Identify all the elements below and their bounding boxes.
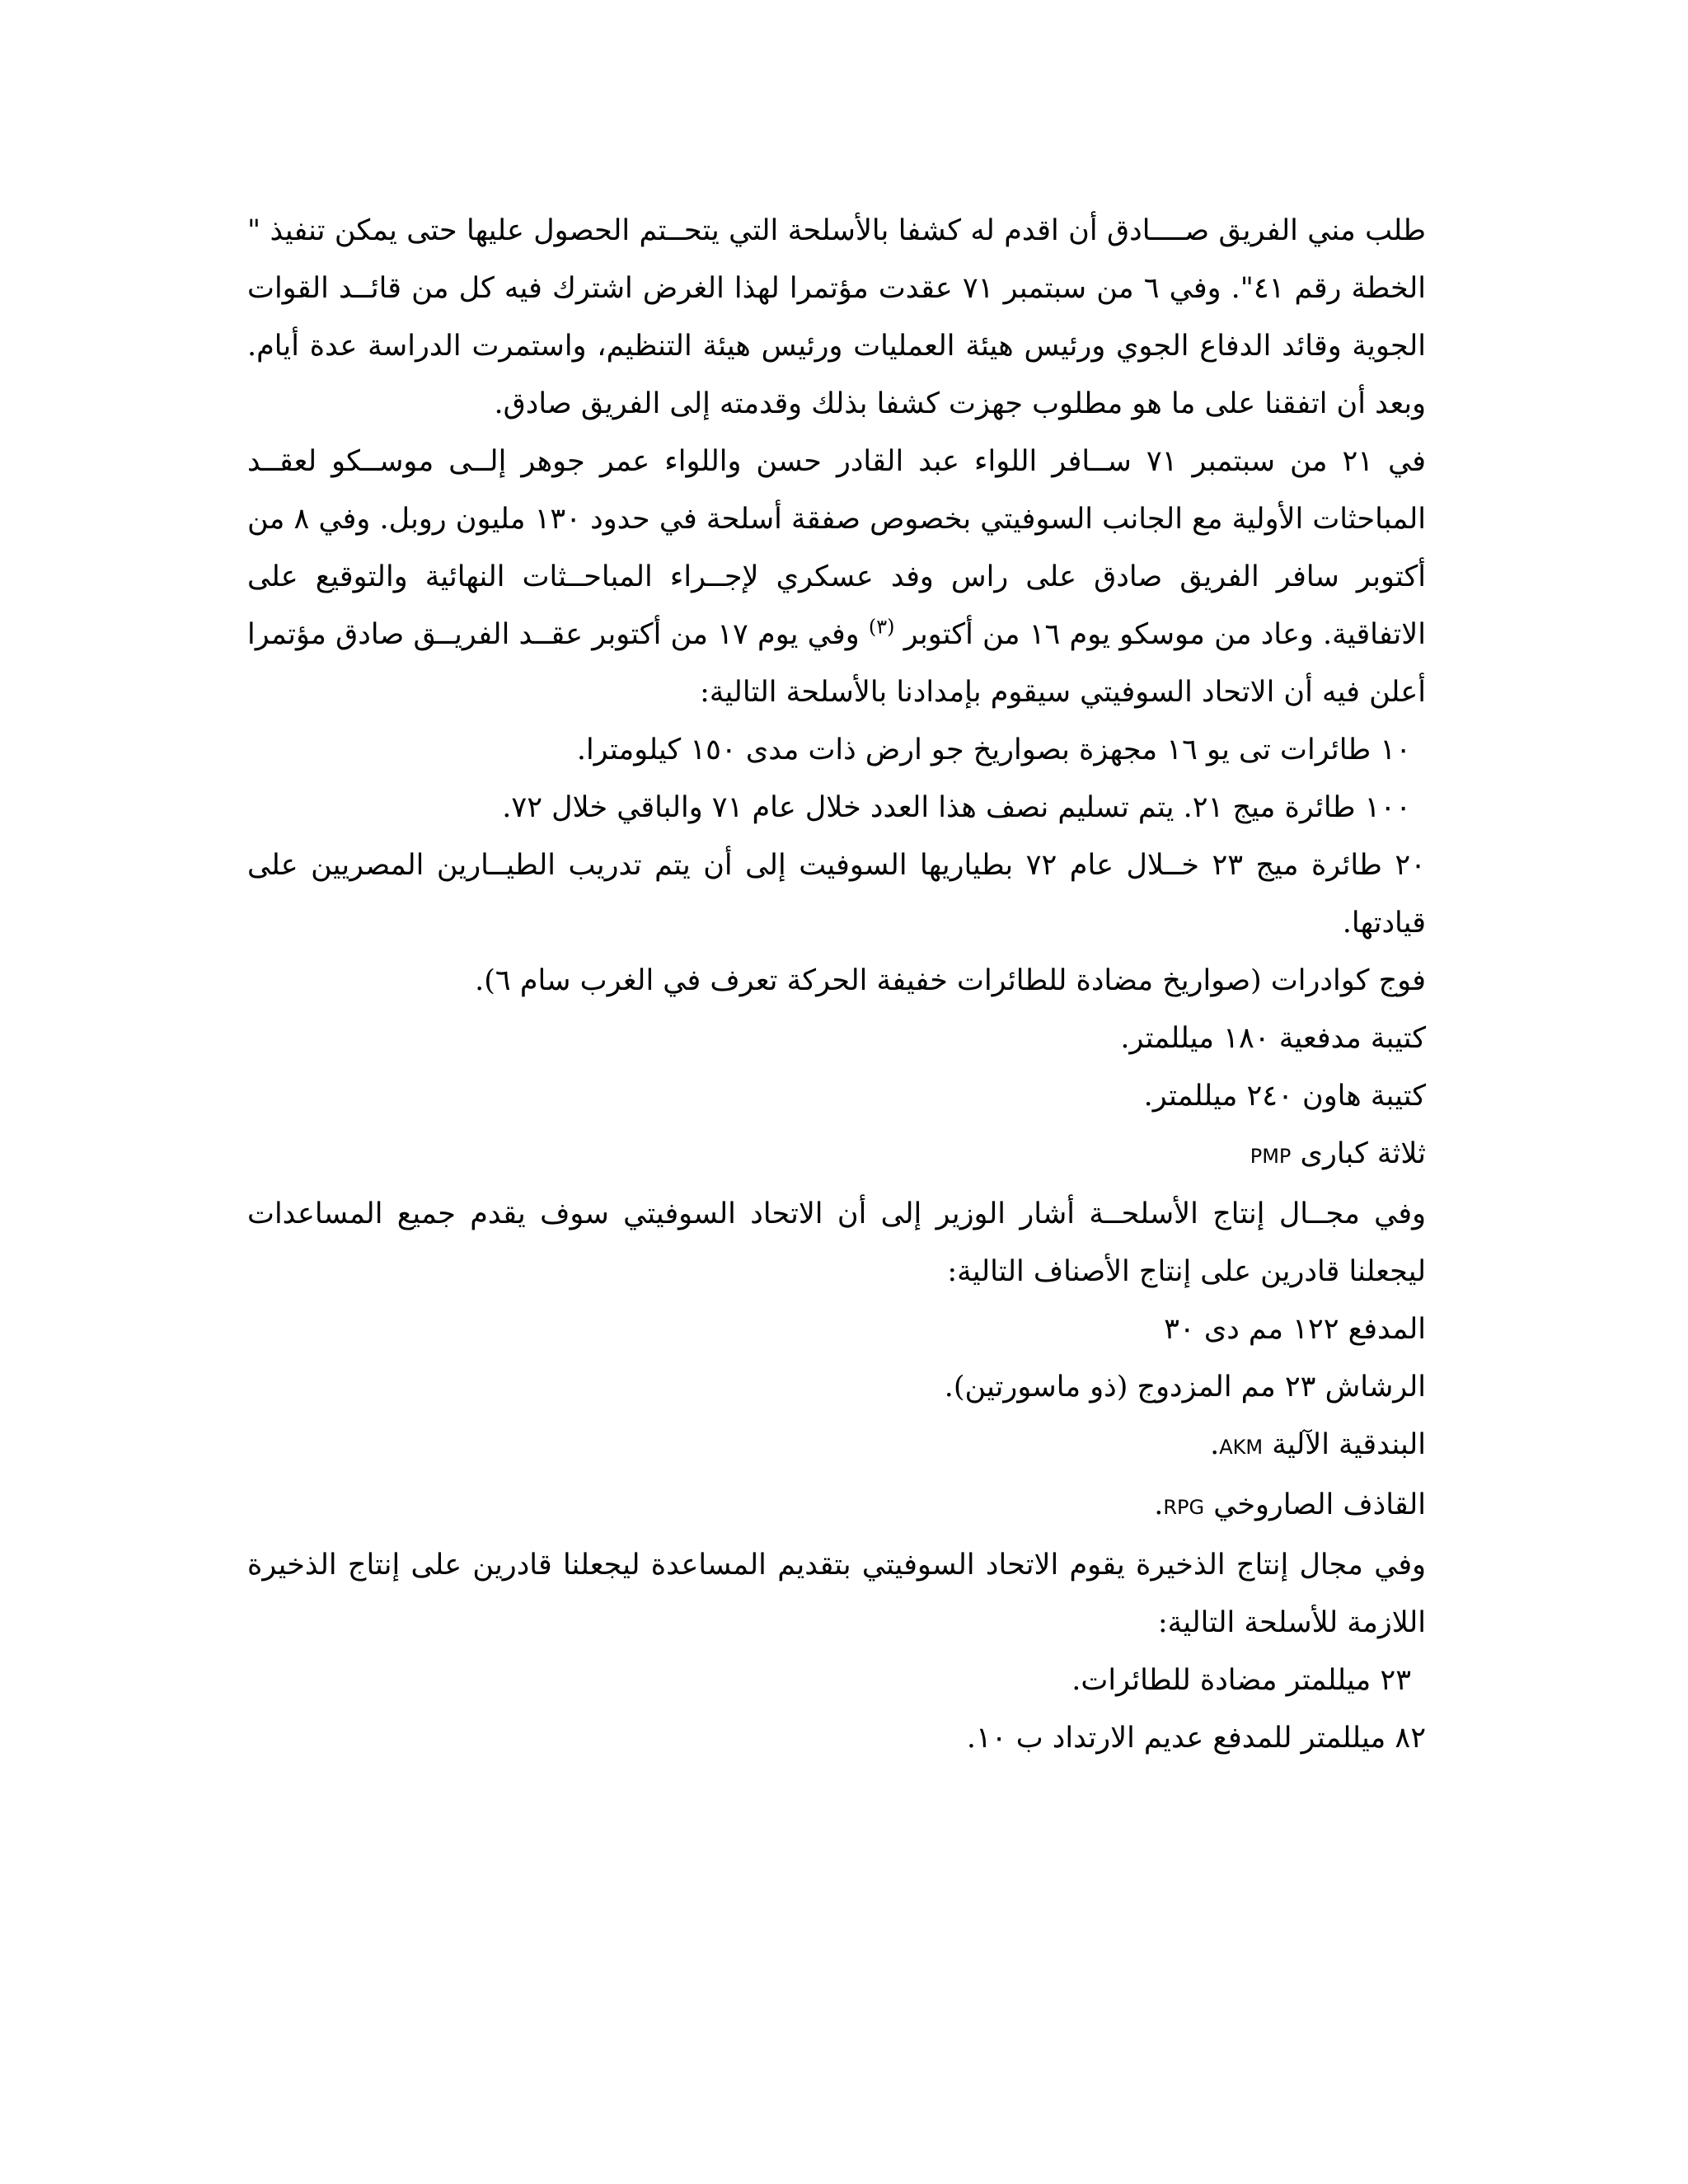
list-item-tu16: ١٠ طائرات تى يو ١٦ مجهزة بصواريخ جو ارض ذات مدى ١٥٠ كيلومترا. <box>576 733 1411 766</box>
paragraph-moscow-text-before: في ٢١ من سبتمبر ٧١ ســافر اللواء عبد القادر حسن واللواء عمر جوهر إلــى موســكو لعقــد المباحثات الأولية مع الجانب السوفيتي بخصوص صفقة أسلحة في حدود ١٣٠ مليون روبل. وفي ٨ من أكتوبر سافر الفريق صادق على راس وفد عسكري لإجــراء المباحــثات النهائية والتوقيع على الاتفاقية. وعاد من موسكو يوم ١٦ من أكتوبر <box>247 445 1426 651</box>
paragraph-moscow-negotiations <box>247 433 1426 721</box>
list-item-rpg-launcher <box>247 1476 1426 1536</box>
akm-text: البندقية الآلية <box>1272 1428 1426 1461</box>
list-item-akm-rifle <box>247 1416 1426 1476</box>
document-page <box>247 202 1426 1767</box>
list-item-23mm-ammo: ٢٣ ميللمتر مضادة للطائرات. <box>1071 1664 1411 1697</box>
list-item-mig23: ٢٠ طائرة ميج ٢٣ خــلال عام ٧٢ بطياريها السوفيت إلى أن يتم تدريب الطيــارين المصريين على قيادتها. <box>247 849 1426 940</box>
rpg-trail: . <box>1154 1488 1164 1521</box>
paragraph-moscow-text-after: وفي يوم ١٧ من أكتوبر عقــد الفريــق صادق مؤتمرا أعلن فيه أن الاتحاد السوفيتي سيقوم بإمدادنا بالأسلحة التالية: <box>247 618 1426 709</box>
list-item-82mm-ammo: ٨٢ ميللمتر للمدفع عديم الارتداد ب ١٠. <box>966 1722 1426 1755</box>
paragraph-arms-list-request: طلب مني الفريق صــــادق أن اقدم له كشفا بالأسلحة التي يتحــتم الحصول عليها حتى يمكن تنفيذ " الخطة رقم ٤١". وفي ٦ من سبتمبر ٧١ عقدت مؤتمرا لهذا الغرض اشترك فيه كل من قائــد القوات الجوية وقائد الدفاع الجوي ورئيس هيئة العمليات ورئيس هيئة التنظيم، واستمرت الدراسة عدة أيام. وبعد أن اتفقنا على ما هو مطلوب جهزت كشفا بذلك وقدمته إلى الفريق صادق. <box>247 214 1427 420</box>
rpg-latin: RPG <box>1163 1496 1205 1519</box>
list-item-pmp-bridges <box>247 1125 1426 1185</box>
pmp-latin: PMP <box>1250 1145 1292 1168</box>
list-item-23mm-twin-gun: الرشاش ٢٣ مم المزدوج (ذو ماسورتين). <box>944 1371 1426 1404</box>
list-item-mortar-240: كتيبة هاون ٢٤٠ ميللمتر. <box>1143 1080 1426 1113</box>
list-item-kvadrat: فوج كوادرات (صواريخ مضادة للطائرات خفيفة الحركة تعرف في الغرب سام ٦). <box>475 964 1426 997</box>
list-item-artillery-180: كتيبة مدفعية ١٨٠ ميللمتر. <box>1120 1022 1426 1055</box>
footnote-marker: (٣) <box>868 615 895 639</box>
list-item-mig21: ١٠٠ طائرة ميج ٢١. يتم تسليم نصف هذا العدد خلال عام ٧١ والباقي خلال ٧٢. <box>502 791 1411 824</box>
akm-latin: AKM <box>1219 1436 1264 1459</box>
rpg-text: القاذف الصاروخي <box>1213 1488 1426 1521</box>
paragraph-weapons-production: وفي مجــال إنتاج الأسلحــة أشار الوزير إلى أن الاتحاد السوفيتي سوف يقدم جميع المساعدات ليجعلنا قادرين على إنتاج الأصناف التالية: <box>247 1197 1426 1288</box>
list-item-d30-gun: المدفع ١٢٢ مم دى ٣٠ <box>1164 1313 1426 1346</box>
pmp-text: ثلاثة كبارى <box>1300 1137 1426 1170</box>
paragraph-ammunition-production: وفي مجال إنتاج الذخيرة يقوم الاتحاد السوفيتي بتقديم المساعدة ليجعلنا قادرين على إنتاج الذخيرة اللازمة للأسلحة التالية: <box>247 1549 1426 1639</box>
akm-trail: . <box>1210 1428 1220 1461</box>
